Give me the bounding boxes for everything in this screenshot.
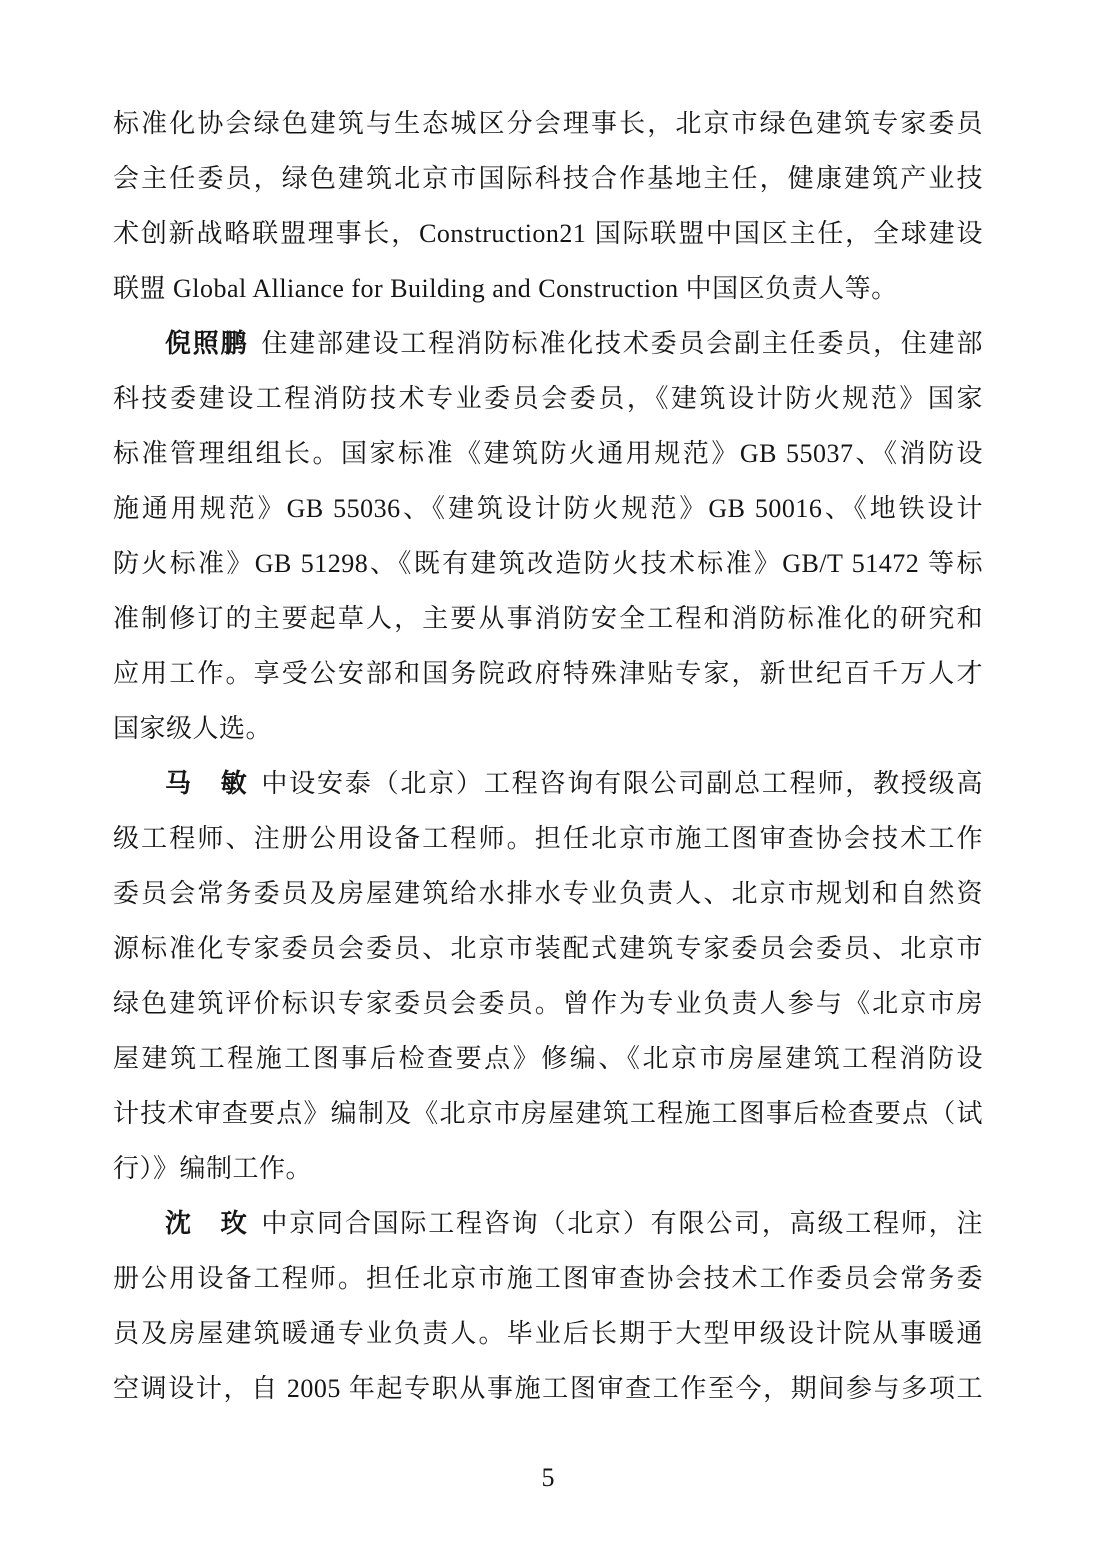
text-line-rest: 中设安泰（北京）工程咨询有限公司副总工程师，教授级高: [261, 769, 983, 798]
paragraph-continuation: [113, 96, 983, 316]
text-line: 防火标准》GB 51298、《既有建筑改造防火技术标准》GB/T 51472 等标: [113, 549, 983, 578]
text-line: [113, 1196, 983, 1251]
text-line: 绿色建筑评价标识专家委员会委员。曾作为专业负责人参与《北京市房: [113, 989, 983, 1018]
text-line: 准制修订的主要起草人，主要从事消防安全工程和消防标准化的研究和: [113, 604, 983, 633]
text-line: 科技委建设工程消防技术专业委员会委员，《建筑设计防火规范》国家: [113, 384, 983, 413]
text-line: 行）》编制工作。: [113, 1154, 313, 1183]
text-line: [113, 316, 983, 371]
text-line: 标准管理组组长。国家标准《建筑防火通用规范》GB 55037、《消防设: [113, 439, 983, 468]
text-line-rest: 住建部建设工程消防标准化技术委员会副主任委员，住建部: [261, 329, 983, 358]
text-line: 册公用设备工程师。担任北京市施工图审查协会技术工作委员会常务委: [113, 1264, 983, 1293]
text-line: 标准化协会绿色建筑与生态城区分会理事长，北京市绿色建筑专家委员: [113, 109, 983, 138]
text-line: 屋建筑工程施工图事后检查要点》修编、《北京市房屋建筑工程消防设: [113, 1044, 983, 1073]
page-number: 5: [541, 1463, 555, 1492]
paragraph-bio-nizhaopeng: [113, 316, 983, 756]
text-line: 术创新战略联盟理事长，Construction21 国际联盟中国区主任，全球建设: [113, 219, 983, 248]
page-body-text: [113, 96, 983, 1416]
text-line: 应用工作。享受公安部和国务院政府特殊津贴专家，新世纪百千万人才: [113, 659, 983, 688]
person-name: 马 敏: [165, 769, 249, 798]
text-line: 空调设计，自 2005 年起专职从事施工图审查工作至今，期间参与多项工: [113, 1374, 983, 1403]
text-line: 联盟 Global Alliance for Building and Construction 中国区负责人等。: [113, 274, 898, 303]
paragraph-bio-shenmei: [113, 1196, 983, 1416]
text-line: 国家级人选。: [113, 714, 273, 743]
person-name: 沈 玫: [165, 1209, 249, 1238]
paragraph-bio-mamin: [113, 756, 983, 1196]
text-line: 员及房屋建筑暖通专业负责人。毕业后长期于大型甲级设计院从事暖通: [113, 1319, 983, 1348]
text-line: 源标准化专家委员会委员、北京市装配式建筑专家委员会委员、北京市: [113, 934, 983, 963]
text-line-rest: 中京同合国际工程咨询（北京）有限公司，高级工程师，注: [261, 1209, 983, 1238]
text-line: 施通用规范》GB 55036、《建筑设计防火规范》GB 50016、《地铁设计: [113, 494, 983, 523]
text-line: 委员会常务委员及房屋建筑给水排水专业负责人、北京市规划和自然资: [113, 879, 983, 908]
text-line: 会主任委员，绿色建筑北京市国际科技合作基地主任，健康建筑产业技: [113, 164, 983, 193]
person-name: 倪照鹏: [165, 329, 249, 358]
text-line: 计技术审查要点》编制及《北京市房屋建筑工程施工图事后检查要点（试: [113, 1099, 983, 1128]
text-line: [113, 756, 983, 811]
text-line: 级工程师、注册公用设备工程师。担任北京市施工图审查协会技术工作: [113, 824, 983, 853]
